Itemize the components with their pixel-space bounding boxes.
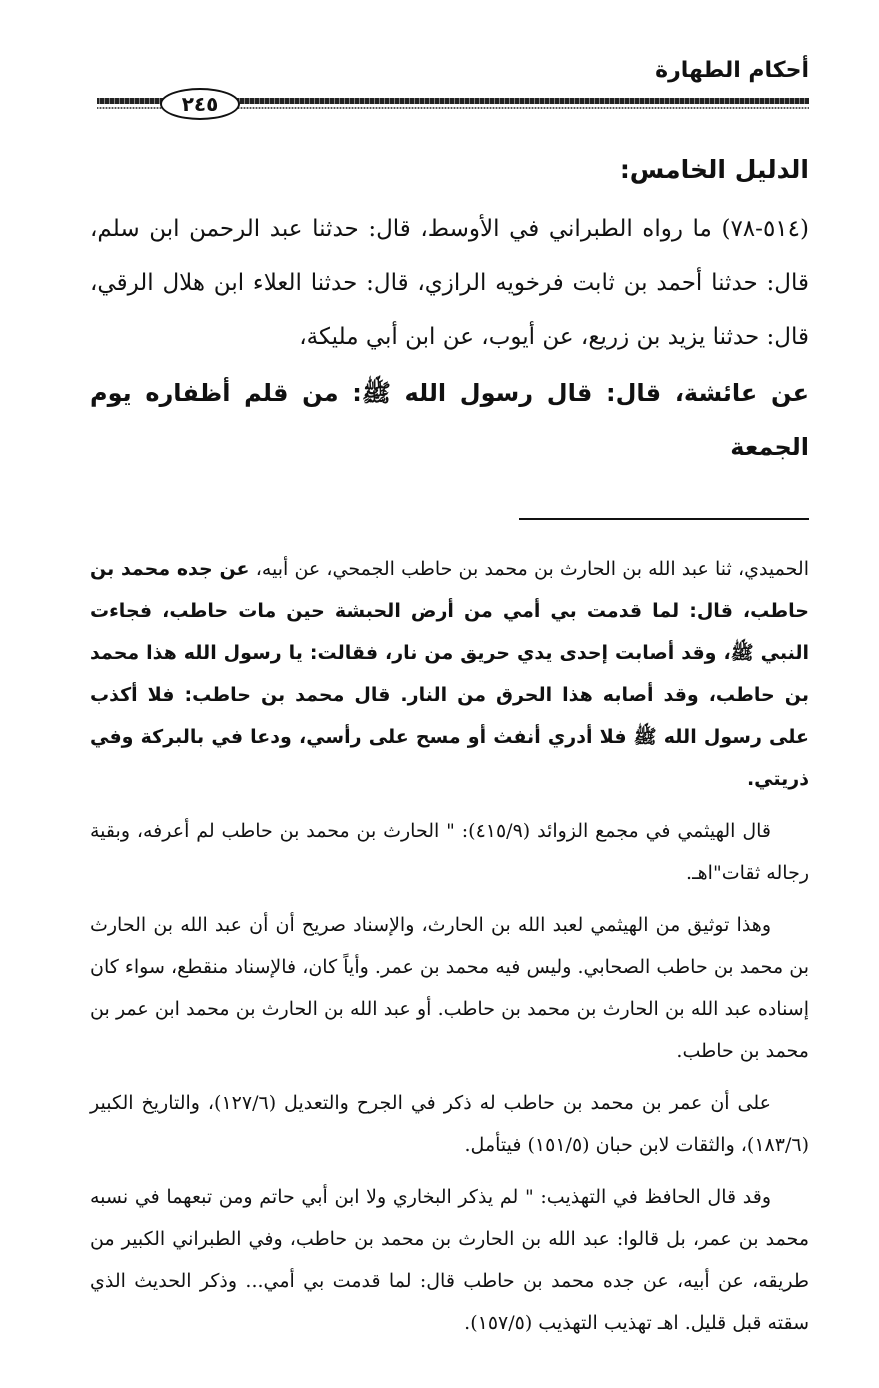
footnote-references: على أن عمر بن محمد بن حاطب له ذكر في الجرح والتعديل (١٢٧/٦)، والتاريخ الكبير (١٨٣/٦)، والثقات لابن حبان (١٥١/٥) فيتأمل. bbox=[90, 1092, 809, 1156]
hadith-chain-paragraph: (٥١٤-٧٨) ما رواه الطبراني في الأوسط، قال: حدثنا عبد الرحمن ابن سلم، قال: حدثنا أحمد بن ثابت فرخويه الرازي، قال: حدثنا العلاء ابن هلال الرقي، قال: حدثنا يزيد بن زريع، عن أيوب، عن ابن أبي مليكة، bbox=[90, 216, 809, 350]
running-header-title: أحكام الطهارة bbox=[655, 58, 809, 83]
footnote-narration-chain: الحميدي، ثنا عبد الله بن الحارث بن محمد بن حاطب الجمحي، عن أبيه، bbox=[255, 558, 809, 580]
footnote-narration-text: عن جده محمد بن حاطب، قال: لما قدمت بي أمي من أرض الحبشة حين مات حاطب، فجاءت النبي ﷺ، وقد أصابت إحدى يدي حريق من نار، فقالت: يا رسول الله هذا محمد بن حاطب، وقد أصابه هذا الحرق من النار. قال محمد بن حاطب: فلا أكذب على رسول الله ﷺ فلا أدري أنفث أو مسح على رأسي، ودعا في بالبركة وفي ذريتي. bbox=[90, 558, 809, 790]
footnote-isnad-discussion: وهذا توثيق من الهيثمي لعبد الله بن الحارث، والإسناد صريح أن أن عبد الله بن الحارث بن محمد بن حاطب الصحابي. وليس فيه محمد بن عمر. وأياً كان، فالإسناد منقطع، سواء كان إسناده عبد الله بن الحارث بن محمد بن حاطب. أو عبد الله بن الحارث بن محمد ابن عمر بن محمد بن حاطب. bbox=[90, 914, 809, 1062]
section-heading: الدليل الخامس: bbox=[619, 155, 809, 184]
main-text-block bbox=[90, 150, 809, 474]
footnote-haythami: قال الهيثمي في مجمع الزوائد (٤١٥/٩): " الحارث بن محمد بن حاطب لم أعرفه، وبقية رجاله ثقات"اهـ. bbox=[90, 820, 809, 884]
footnote-separator bbox=[519, 518, 809, 520]
footnote-tahdhib-quote: وقد قال الحافظ في التهذيب: " لم يذكر البخاري ولا ابن أبي حاتم ومن تبعهما في نسبه محمد بن عمر، بل قالوا: عبد الله بن الحارث بن محمد بن حاطب، وفي الطبراني الكبير من طريقه، عن أبيه، عن جده محمد بن حاطب قال: لما قدمت بي أمي... وذكر الحديث الذي سقته قبل قليل. اهـ تهذيب التهذيب (١٥٧/٥). bbox=[90, 1186, 809, 1334]
footnote-narration bbox=[90, 548, 809, 800]
footnotes-block bbox=[90, 548, 809, 1354]
hadith-text: عن عائشة، قال: قال رسول الله ﷺ: من قلم أظفاره يوم الجمعة bbox=[90, 379, 809, 461]
page-number: ٢٤٥ bbox=[160, 88, 240, 120]
